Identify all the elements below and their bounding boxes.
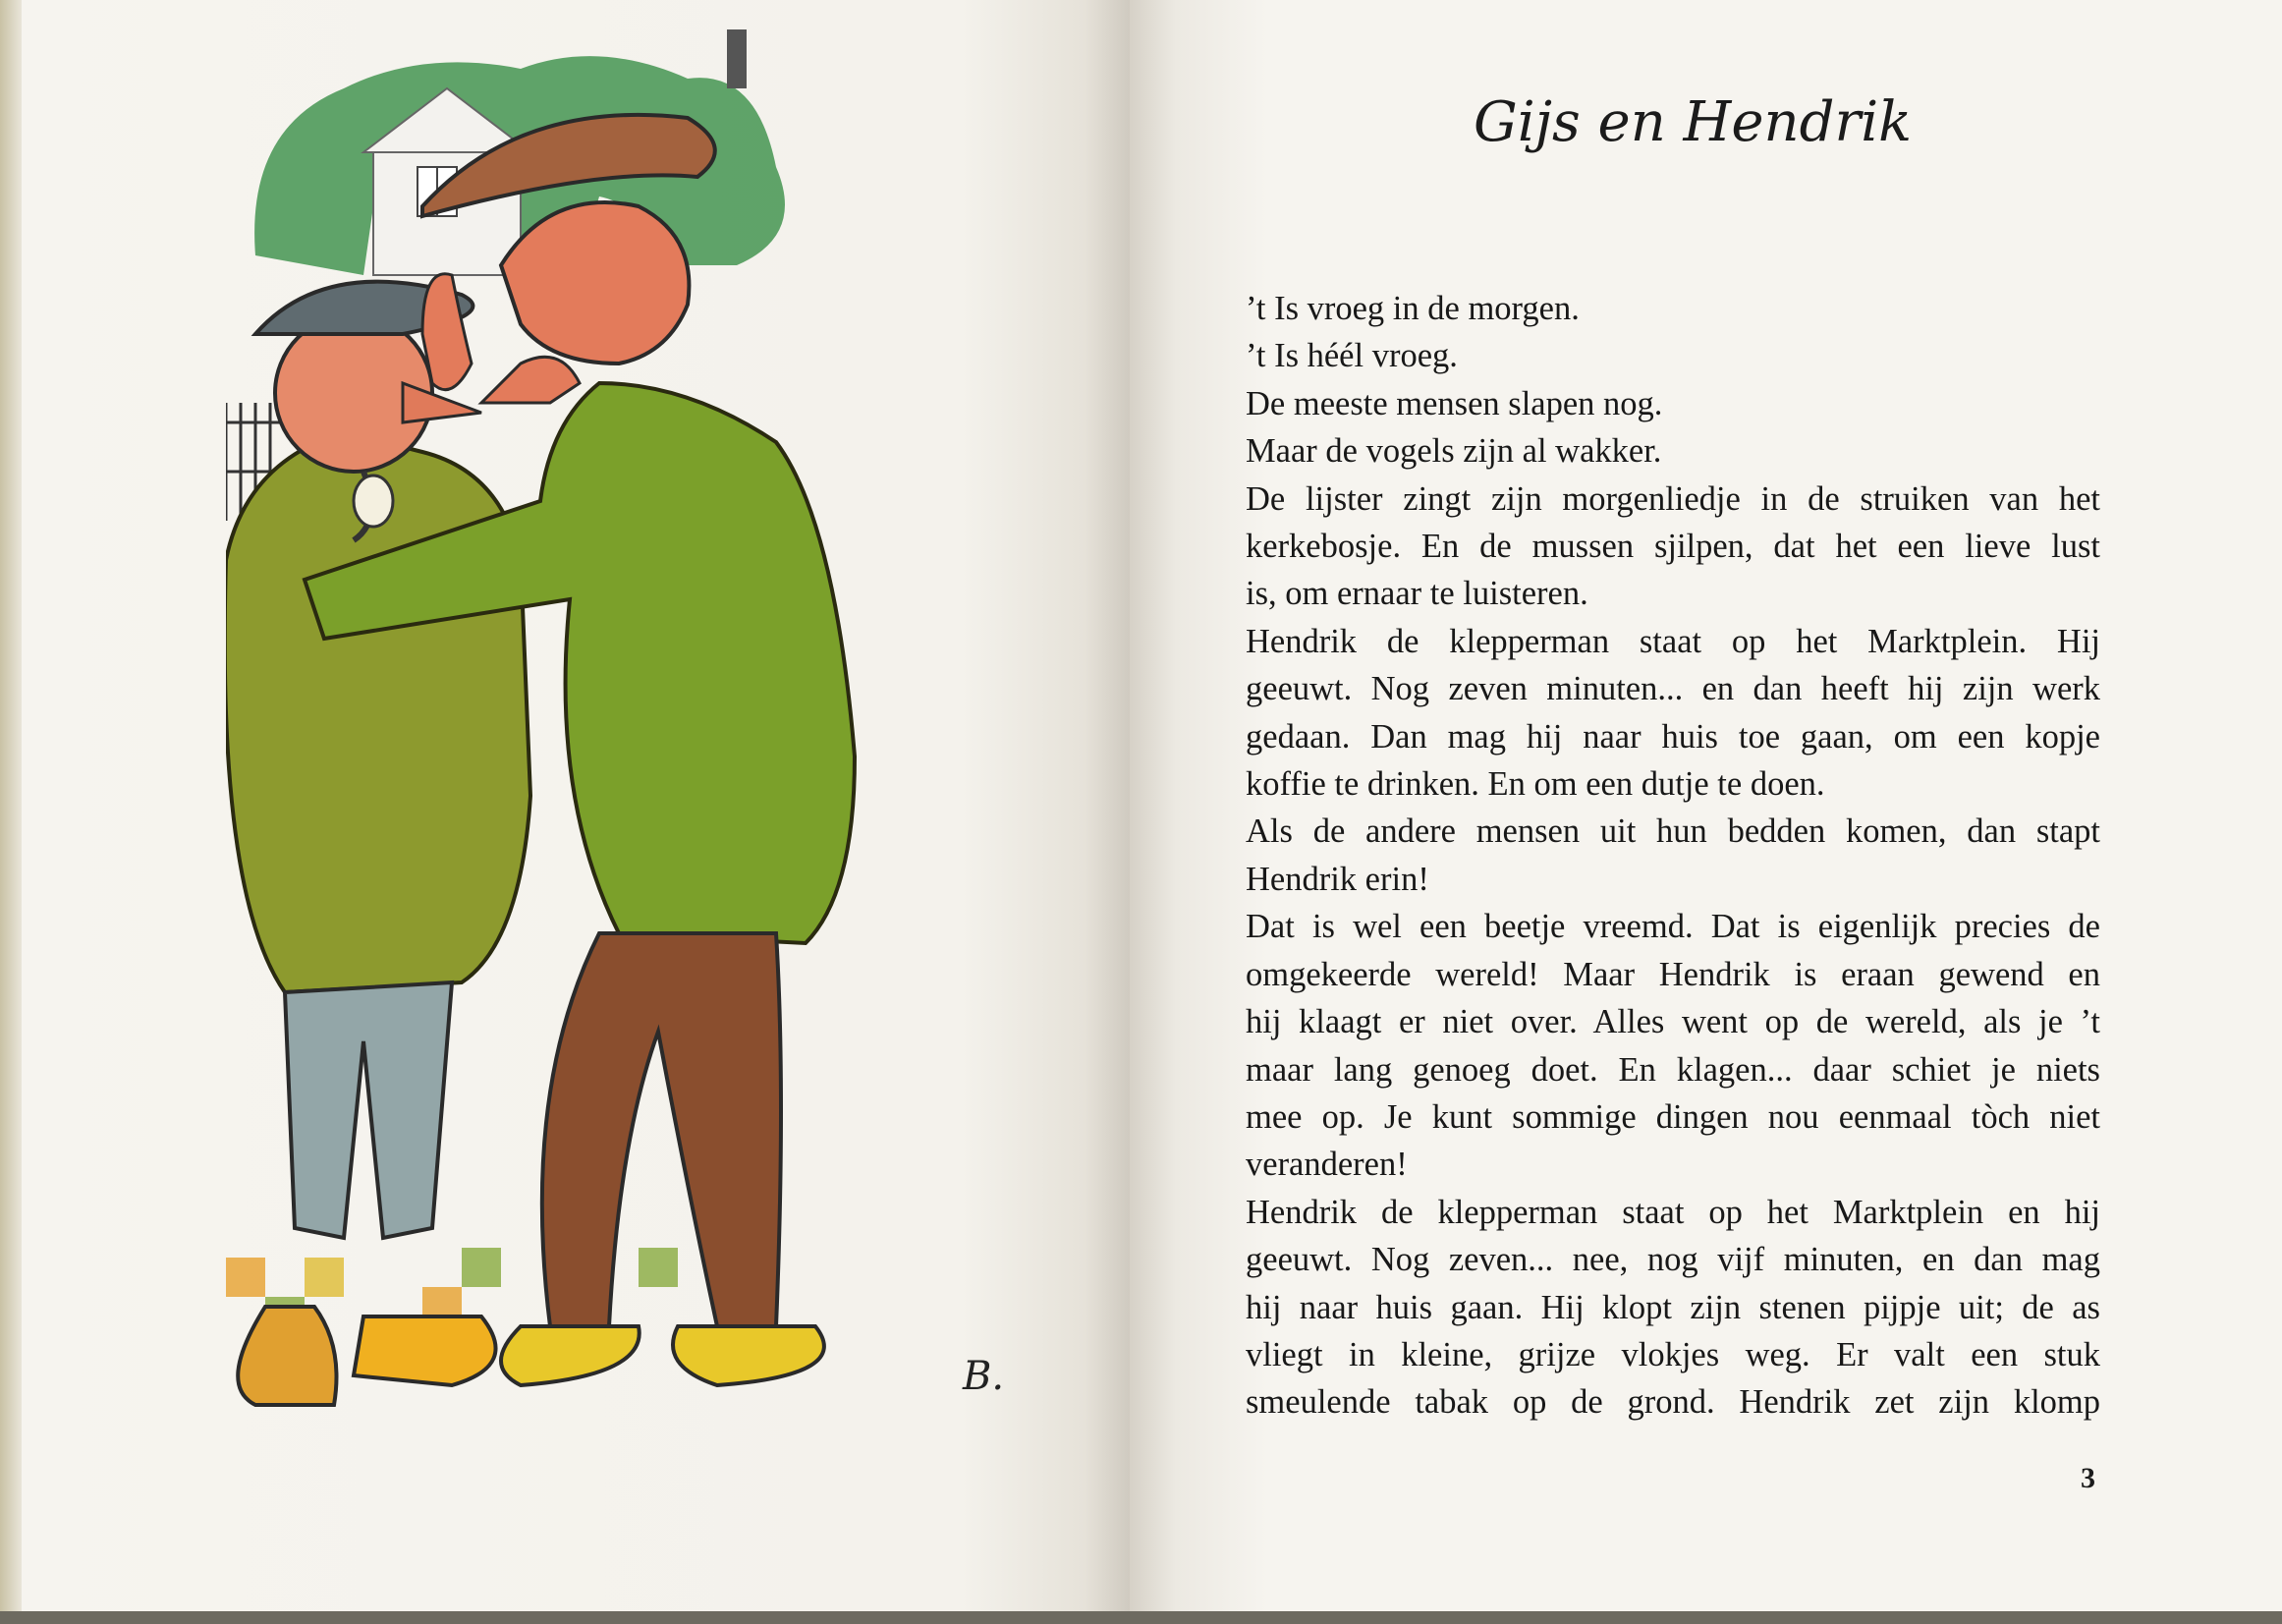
- text-line: koffie te drinken. En om een dutje te doen.: [1246, 765, 1825, 804]
- text-line: hij klaagt er niet over. Alles went op de wereld, als je ’t: [1246, 1003, 2100, 1041]
- text-line: geeuwt. Nog zeven... nee, nog vijf minuten, en dan mag: [1246, 1241, 2100, 1279]
- text-line: ’t Is héél vroeg.: [1246, 337, 1458, 375]
- book-bottom-edge: [0, 1611, 2282, 1624]
- text-line: De lijster zingt zijn morgenliedje in de struiken van het: [1246, 479, 2100, 518]
- text-line: Maar de vogels zijn al wakker.: [1246, 432, 1662, 471]
- text-line: Hendrik de klepperman staat op het Marktplein. Hij: [1246, 622, 2100, 660]
- text-line: mee op. Je kunt sommige dingen nou eenmaal tòch niet: [1246, 1097, 2100, 1136]
- body-text: [1246, 285, 2100, 1427]
- illustrator-signature: B.: [963, 1354, 1005, 1399]
- page-number: 3: [2081, 1462, 2095, 1494]
- text-line: veranderen!: [1246, 1146, 1408, 1184]
- text-line: Als de andere mensen uit hun bedden komen, dan stapt: [1246, 812, 2100, 851]
- text-line: vliegt in kleine, grijze vlokjes weg. Er valt een stuk: [1246, 1335, 2100, 1373]
- text-line: hij naar huis gaan. Hij klopt zijn stenen pijpje uit; de as: [1246, 1288, 2100, 1326]
- text-line: geeuwt. Nog zeven minuten... en dan heeft hij zijn werk: [1246, 670, 2100, 708]
- text-line: Dat is wel een beetje vreemd. Dat is eigenlijk precies de: [1246, 908, 2100, 946]
- text-line: De meeste mensen slapen nog.: [1246, 384, 1663, 422]
- text-line: kerkebosje. En de mussen sjilpen, dat het een lieve lust: [1246, 528, 2100, 566]
- text-line: is, om ernaar te luisteren.: [1246, 575, 1588, 613]
- page-edge-strip: [0, 0, 22, 1624]
- illustration-two-men: [226, 10, 1012, 1513]
- text-line: Hendrik erin!: [1246, 860, 1429, 898]
- text-line: Hendrik de klepperman staat op het Marktplein en hij: [1246, 1193, 2100, 1231]
- text-line: gedaan. Dan mag hij naar huis toe gaan, om een kopje: [1246, 717, 2100, 756]
- text-line: smeulende tabak op de grond. Hendrik zet zijn klomp: [1246, 1383, 2100, 1422]
- text-line: omgekeerde wereld! Maar Hendrik is eraan gewend en: [1246, 955, 2100, 993]
- text-line: ’t Is vroeg in de morgen.: [1246, 290, 1580, 327]
- chapter-title: Gijs en Hendrik: [1474, 90, 1913, 154]
- text-line: maar lang genoeg doet. En klagen... daar schiet je niets: [1246, 1050, 2100, 1089]
